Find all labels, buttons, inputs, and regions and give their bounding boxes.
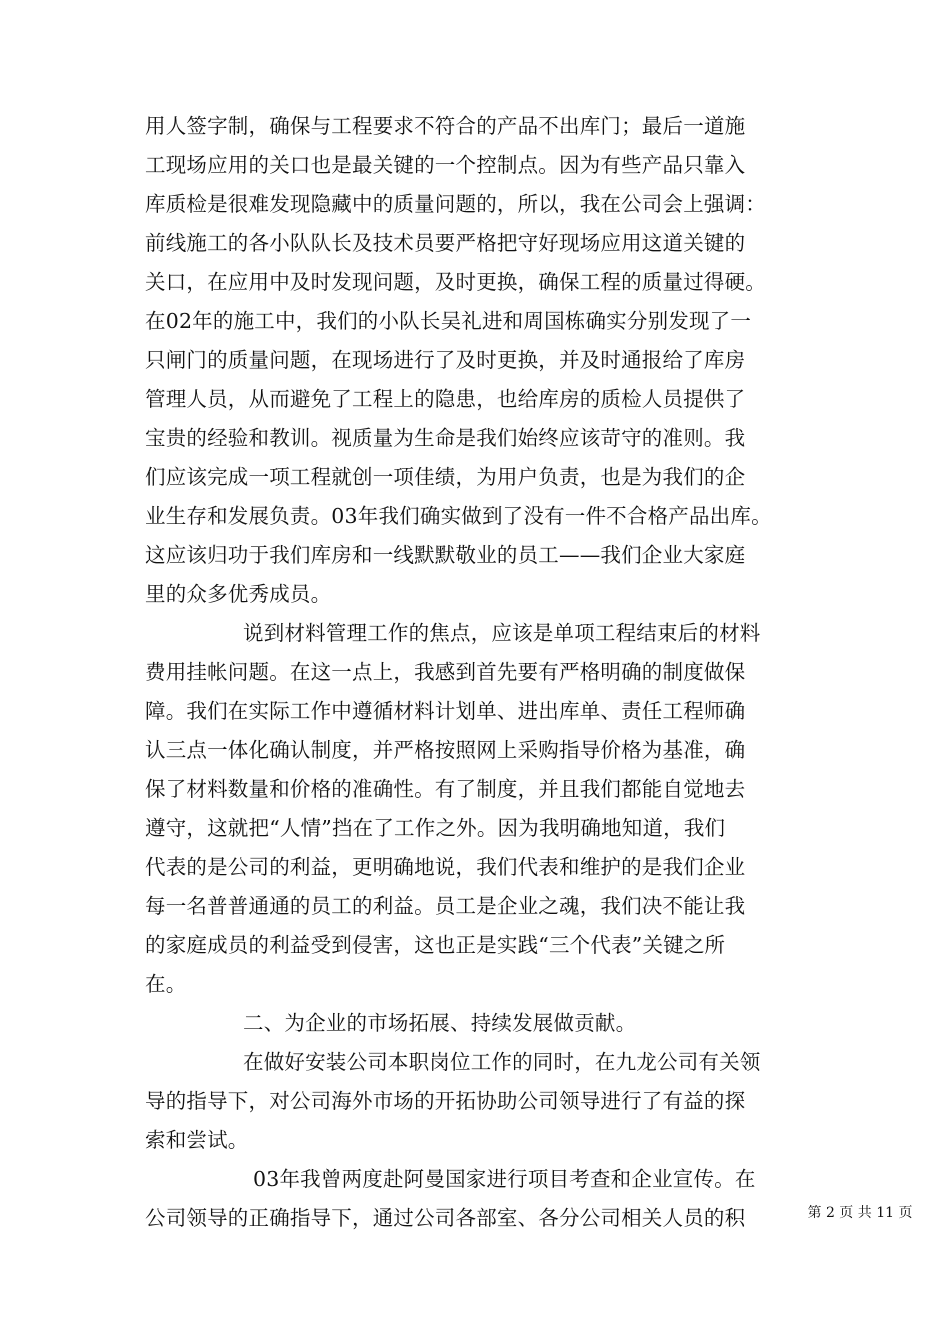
text-line: 代表的是公司的利益，更明确地说，我们代表和维护的是我们企业: [145, 855, 746, 879]
paragraph-start-line: 03年我曾两度赴阿曼国家进行项目考查和企业宣传。在: [253, 1167, 756, 1191]
text-line: 只闸门的质量问题，在现场进行了及时更换，并及时通报给了库房: [145, 348, 746, 372]
text-line: 管理人员，从而避免了工程上的隐患，也给库房的质检人员提供了: [145, 387, 746, 411]
text-line: 业生存和发展负责。03年我们确实做到了没有一件不合格产品出库。: [145, 504, 772, 528]
text-line: 在02年的施工中，我们的小队长吴礼进和周国栋确实分别发现了一: [145, 309, 752, 333]
text-line: 保了材料数量和价格的准确性。有了制度，并且我们都能自觉地去: [145, 777, 746, 801]
text-line: 这应该归功于我们库房和一线默默敬业的员工——我们企业大家庭: [145, 543, 746, 567]
text-line: 遵守，这就把“人情”挡在了工作之外。因为我明确地知道，我们: [145, 816, 726, 840]
text-line: 的家庭成员的利益受到侵害，这也正是实践“三个代表”关键之所: [145, 933, 726, 957]
body-text: [145, 107, 825, 1238]
paragraph-start-line: 说到材料管理工作的焦点，应该是单项工程结束后的材料: [243, 621, 761, 645]
text-line: 工现场应用的关口也是最关键的一个控制点。因为有些产品只靠入: [145, 153, 746, 177]
text-line: 前线施工的各小队队长及技术员要严格把守好现场应用这道关键的: [145, 231, 746, 255]
text-line: 在。: [145, 972, 187, 996]
text-line: 里的众多优秀成员。: [145, 582, 332, 606]
text-line: 导的指导下，对公司海外市场的开拓协助公司领导进行了有益的探: [145, 1089, 746, 1113]
text-line: 们应该完成一项工程就创一项佳绩，为用户负责，也是为我们的企: [145, 465, 746, 489]
text-line: 关口，在应用中及时发现问题，及时更换，确保工程的质量过得硬。: [145, 270, 766, 294]
text-line: 用人签字制，确保与工程要求不符合的产品不出库门；最后一道施: [145, 114, 746, 138]
page-number: 第 2 页 共 11 页: [807, 1205, 913, 1221]
text-line: 认三点一体化确认制度，并严格按照网上采购指导价格为基准，确: [145, 738, 746, 762]
text-line: 费用挂帐问题。在这一点上，我感到首先要有严格明确的制度做保: [145, 660, 746, 684]
text-line: 公司领导的正确指导下，通过公司各部室、各分公司相关人员的积: [145, 1206, 746, 1230]
text-line: 宝贵的经验和教训。视质量为生命是我们始终应该苛守的准则。我: [145, 426, 746, 450]
text-line: 障。我们在实际工作中遵循材料计划单、进出库单、责任工程师确: [145, 699, 746, 723]
section-heading: 二、为企业的市场拓展、持续发展做贡献。: [243, 1011, 637, 1035]
text-line: 库质检是很难发现隐藏中的质量问题的，所以，我在公司会上强调：: [145, 192, 766, 216]
text-line: 索和尝试。: [145, 1128, 249, 1152]
paragraph-start-line: 在做好安装公司本职岗位工作的同时，在九龙公司有关领: [243, 1050, 761, 1074]
text-line: 每一名普普通通的员工的利益。员工是企业之魂，我们决不能让我: [145, 894, 746, 918]
page-footer: [0, 1202, 950, 1221]
